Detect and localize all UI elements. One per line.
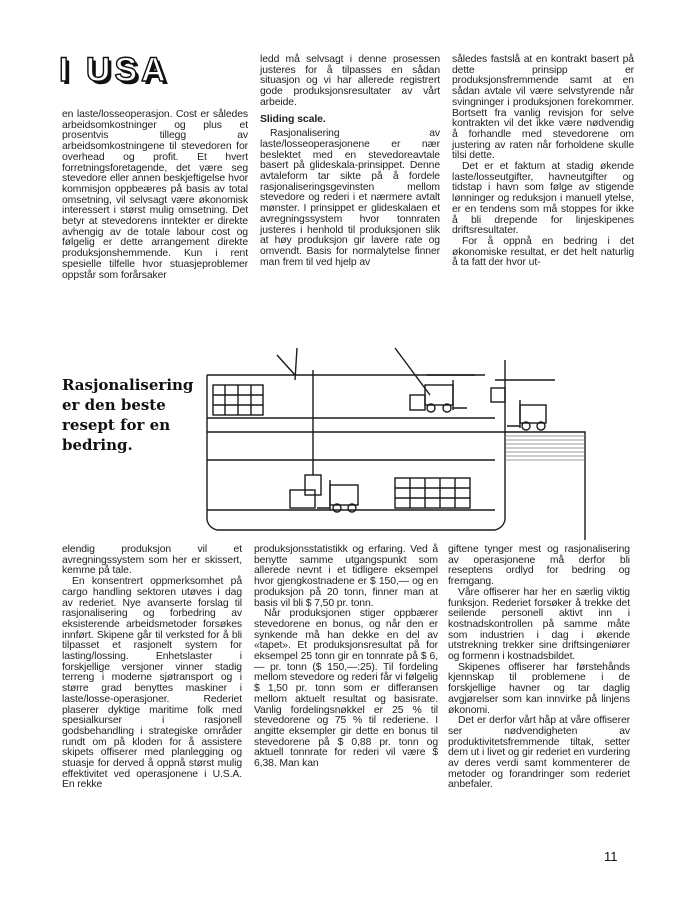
paragraph: giftene tynger mest og rasjonalisering av operasjonene må derfor bli reseptens ordlyd for bedring og fremgang. (448, 544, 630, 588)
paragraph: ledd må selvsagt i denne prosessen justeres for å tilpasses en sådan situasjon og vi har allerede registrert gode produksjonsresultater av vårt arbeide. (260, 54, 440, 108)
paragraph: Når produksjonen stiger oppbærer stevedorene en bonus, og når den er synkende må han dekke en del av «tapet». Et produksjonsresultat på for eksempel 25 tonn gir en tonnrate på $ 6,— pr. tonn ($ 150,—:25). Til fordeling mellom stevedore og rederi får vi følgelig $ 1,50 pr. tonn som er differansen mellom aktuelt resultat og basisrate. Vanlig fordelingsnøkkel er 25 % til stevedorene og 75 % til rederiene. I angitte eksempler gir dette en bonus til stevedorene på $ 0,88 pr. tonn og aktuell tonnrate for rederi vil være $ 6,38. Man kan (254, 608, 438, 770)
paragraph: produksjonsstatistikk og erfaring. Ved å benytte samme utgangspunkt som allerede nevnt i et tidligere eksempel hvor gjengkostnadene er $ 150,— og en produksjon på 20 tonn, finner man at basis vil bli $ 7,50 pr. tonn. (254, 544, 438, 609)
ship-cargo-illustration (195, 340, 595, 540)
paragraph: En konsentrert oppmerksomhet på cargo handling sektoren utøves i dag av rederiet. Nye avanserte forslag til rasjonalisering og forbedring av eksisterende arbeidsmetoder forsøkes innført. Skipene går til verksted for å bli tilpasset et rasjonelt system for lasting/lossing. Enhetslaster i forskjellige versjoner vinner stadig terreng i moderne sjøtransport og i større grad benyttes maskiner i laste/losse-operasjoner. Rederiet plaserer dyktige maritime folk med spesialkurser i rasjonell godsbehandling i strategiske områder rundt om på kloden for å assistere skipets offiserer med planlegging og stuasje for derved å oppnå størst mulig effektivitet ved operasjonene i U.S.A. En rekke (62, 576, 242, 791)
column-2-top (260, 55, 440, 268)
paragraph: elendig produksjon vil et avregningssystem som her er skissert, kemme på tale. (62, 544, 242, 577)
paragraph: således fastslå at en kontrakt basert på dette prinsipp er produksjonsfremmende samt at en sådan avtale vil være selvstyrende når svingninger i produksjonen forekommer. Bortsett fra vanlig revisjon for selve kontrakten vil det ikke være nødvendig å forhandle med stevedorene om justering av raten når forholdene skulle tilsi dette. (452, 54, 634, 162)
headline: I USA (59, 54, 229, 86)
column-3-top (452, 55, 634, 269)
paragraph: Rasjonalisering av laste/losseoperasjonene er nær beslektet med en stevedoreavtale basert på glideskala-prinsippet. Denne avtaleform tar sikte på å fordele rasjonaliseringsgevinsten mellom stevedore og rederi i et nærmere avtalt mønster. I prinsippet er glideskalaen et avregningssystem hvor tonnraten justeres i henhold til produksjonen slik at høy produksjon gir lavere rate og omvendt. Basis for normalytelse finner man frem til ved hjelp av (260, 128, 440, 268)
paragraph: Skipenes offiserer har førstehånds kjennskap til problemene i de forskjellige havner og tar daglig avgjørelser som kan innvirke på linjens økonomi. (448, 661, 630, 716)
column-2-bottom (254, 545, 438, 770)
paragraph: Det er derfor vårt håp at våre offiserer ser nødvendigheten av produktivitetsfremmende tiltak, setter dem ut i livet og gir rederiet en vurdering av deres verdi samt kommenterer de metoder og forandringer som rederiet anbefaler. (448, 715, 630, 791)
column-1-bottom (62, 545, 242, 791)
page-number: 11 (604, 849, 618, 864)
caption: Rasjonalisering er den beste resept for en bedring. (62, 376, 194, 454)
paragraph: Våre offiserer har her en særlig viktig funksjon. Rederiet forsøker å trekke det seilende personell aktivt inn i kostnadskontrollen på samme måte som industrien i dag i økende utstrekning trekker sine driftsingeniører og formenn i kostnadsbildet. (448, 586, 630, 663)
column-1-top (62, 110, 248, 281)
paragraph: Det er et faktum at stadig økende laste/losseutgifter, havneutgifter og tidstap i havn som følge av stigende lønninger og reduksjon i manuell ytelse, er en tendens som må stoppes for ikke å bli drepende for linjeskipenes driftsresultater. (452, 161, 634, 237)
paragraph: For å oppnå en bedring i det økonomiske resultat, er det helt naturlig å ta fatt der hvor ut- (452, 235, 634, 269)
column-3-bottom (448, 545, 630, 791)
paragraph: en laste/losseoperasjon. Cost er således arbeidsomkostninger og plus et prosentvis tillegg av arbeidsomkostningene til stevedoren for overhead og profit. Et hvert forretningsforetagende, det være seg stevedore eller annen beskjeftigelse hvor kommisjon oppbeæres på basis av total omsetning, vil selvsagt være økonomisk interessert i størst mulig omsetning. Det betyr at stevedorens inntekter er direkte avhengig av de totale labour cost og følgelig er dette arrangement direkte produksjonshemmende. Kun i rent spesielle tilfelle hvor stuasjeproblemer oppstår som forårsaker (62, 109, 248, 281)
subheading: Sliding scale. (260, 112, 326, 125)
